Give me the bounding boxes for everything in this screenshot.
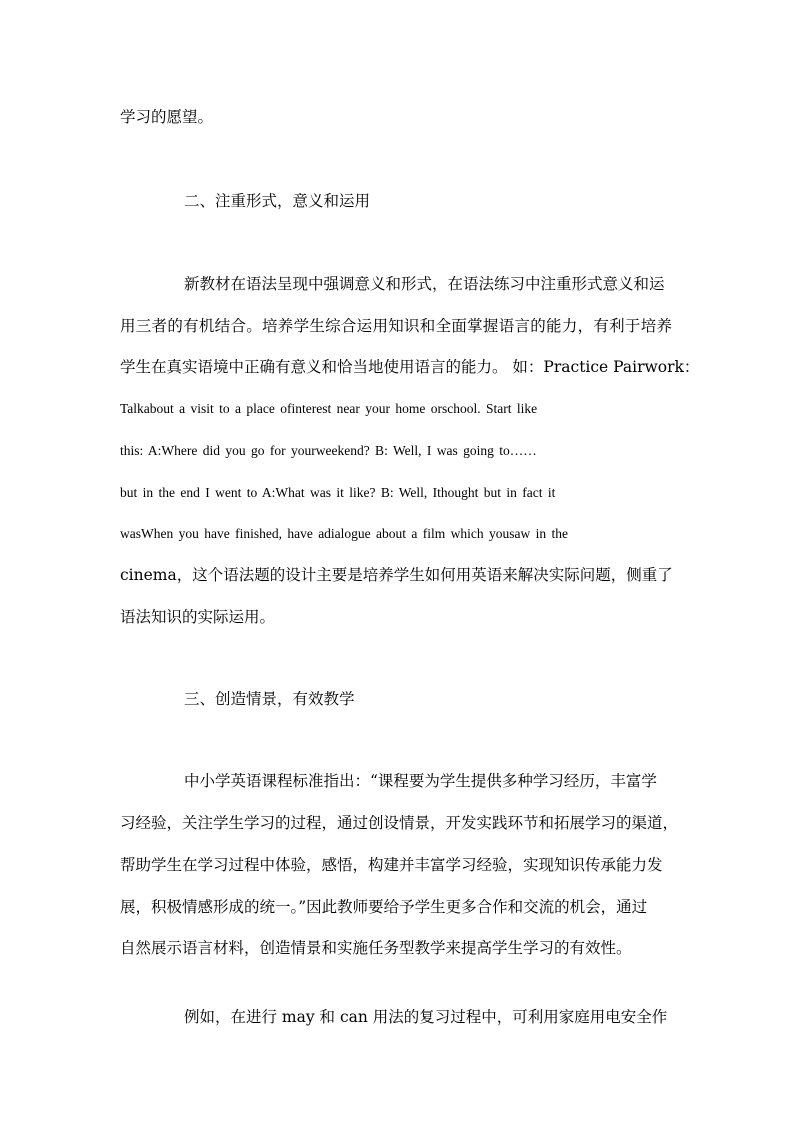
section-heading-3: 三、创造情景，有效教学	[184, 690, 355, 708]
paragraph-line-14: 习经验，关注学生学习的过程，通过创设情景，开发实践环节和拓展学习的渠道，	[120, 814, 679, 832]
paragraph-line-15: 帮助学生在学习过程中体验，感悟，构建并丰富学习经验，实现知识传承能力发	[120, 856, 663, 874]
paragraph-line-18: 例如，在进行 may 和 can 用法的复习过程中，可利用家庭用电安全作	[184, 1008, 668, 1026]
paragraph-line-10: cinema，这个语法题的设计主要是培养学生如何用英语来解决实际问题，侧重了	[120, 566, 673, 584]
paragraph-line-3: 新教材在语法呈现中强调意义和形式，在语法练习中注重形式意义和运	[184, 275, 665, 293]
paragraph-line-5: 学生在真实语境中正确有意义和恰当地使用语言的能力。 如：Practice Pairwork：	[120, 358, 700, 376]
paragraph-line-13: 中小学英语课程标准指出：“课程要为学生提供多种学习经历，丰富学	[184, 772, 657, 790]
paragraph-line-8: but in the end I went to A:What was it like? B: Well, Ithought but in fact it	[120, 485, 556, 500]
paragraph-line-17: 自然展示语言材料，创造情景和实施任务型教学来提高学生学习的有效性。	[120, 939, 632, 957]
paragraph-line-9: wasWhen you have finished, have adialogue about a film which yousaw in the	[120, 526, 569, 541]
paragraph-line-11: 语法知识的实际运用。	[120, 608, 276, 626]
section-heading-2: 二、注重形式，意义和运用	[184, 192, 371, 210]
paragraph-line-4: 用三者的有机结合。培养学生综合运用知识和全面掌握语言的能力，有利于培养	[120, 317, 672, 335]
paragraph-line-16: 展，积极情感形成的统一。”因此教师要给予学生更多合作和交流的机会，通过	[120, 898, 648, 916]
paragraph-line-7: this: A:Where did you go for yourweekend? B: Well, I was going to……	[120, 443, 537, 458]
paragraph-line-6: Talkabout a visit to a place ofinterest near your home orschool. Start like	[120, 401, 538, 416]
paragraph-line-1: 学习的愿望。	[120, 108, 214, 126]
